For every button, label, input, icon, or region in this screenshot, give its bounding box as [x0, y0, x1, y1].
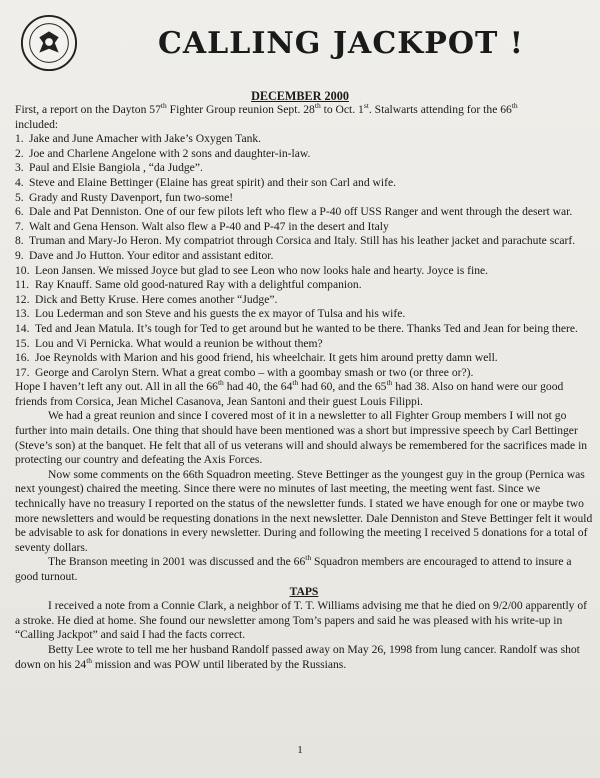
list-item: 8. Truman and Mary-Jo Heron. My compatriot through Corsica and Italy. Still has his leather jacket and parachute scarf.	[15, 234, 576, 248]
list-item: 5. Grady and Rusty Davenport, fun two-some!	[15, 190, 234, 204]
newsletter-title: CALLING JACKPOT !	[158, 26, 524, 61]
squadron-meeting-paragraph: Now some comments on the 66th Squadron meeting. Steve Bettinger as the youngest guy in the group (Pernica was next youngest) chaired the meeting. Since there were no minutes of last meeting, the meeting went fast. Since we technically have no treasury I reported on the status of the newsletter funds. I stated we have enough for one or maybe two more newsletters and would be requesting donations in the next newsletter. Dale Denniston and Steve Bettinger felt it would be advisable to ask for donations in every newsletter. During and following the meeting I received 5 donations for a total of seventy dollars.	[15, 467, 593, 554]
list-item: 9. Dave and Jo Hutton. Your editor and assistant editor.	[15, 248, 274, 262]
list-item: 2. Joe and Charlene Angelone with 2 sons and daughter-in-law.	[15, 146, 311, 160]
taps-paragraph-2: Betty Lee wrote to tell me her husband Randolf passed away on May 26, 1998 from lung cancer. Randolf was shot down on his 24th mission and was POW until liberated by the Russians.	[15, 642, 580, 671]
list-item: 12. Dick and Betty Kruse. Here comes another “Judge”.	[15, 292, 278, 306]
intro-paragraph: First, a report on the Dayton 57th Fighter Group reunion Sept. 28th to Oct. 1st. Stalwarts attending for the 66th	[15, 101, 518, 116]
intro-paragraph-end: included:	[15, 117, 59, 131]
taps-heading: TAPS	[289, 584, 319, 598]
list-item: 10. Leon Jansen. We missed Joyce but glad to see Leon who now looks hale and hearty. Joyce is fine.	[15, 263, 489, 277]
list-item: 15. Lou and Vi Pernicka. What would a reunion be without them?	[15, 336, 323, 350]
page-number: 1	[297, 744, 303, 756]
reunion-paragraph: We had a great reunion and since I covered most of it in a newsletter to all Fighter Group members I will not go further into main details. One thing that should have been mentioned was a short but impressive speech by Carl Bettinger (Steve’s son) at the banquet. He felt that all of us veterans will and should always be remembered for the sacrifices made in protecting our country and defeating the Axis Forces.	[15, 409, 588, 467]
issue-date: DECEMBER 2000	[251, 89, 349, 103]
attendee-list	[15, 132, 593, 380]
list-item: 16. Joe Reynolds with Marion and his good friend, his wheelchair. It gets him around pretty damn well.	[15, 351, 498, 365]
list-item: 11. Ray Knauff. Same old good-natured Ray with a delightful companion.	[15, 278, 362, 292]
squadron-logo-icon	[20, 14, 78, 72]
branson-paragraph: The Branson meeting in 2001 was discussed and the 66th Squadron members are encouraged to attend to insure a good turnout.	[15, 553, 572, 583]
list-item: 6. Dale and Pat Denniston. One of our few pilots left who flew a P-40 off USS Ranger and went through the desert war.	[15, 205, 573, 219]
newsletter-body	[15, 103, 593, 672]
tally-paragraph: Hope I haven’t left any out. All in all the 66th had 40, the 64th had 60, and the 65th had 38. Also on hand were our good friends from Corsica, Jean Michel Casanova, Jean Santoni and their guest Louis Filippi.	[15, 378, 564, 408]
taps-paragraph-1: I received a note from a Connie Clark, a neighbor of T. T. Williams advising me that he died on 9/2/00 apparently of a stroke. He died at home. She found our newsletter among Tom’s papers and said he was pleased with his write-up in “Calling Jackpot” and said I had the facts correct.	[15, 599, 588, 642]
list-item: 3. Paul and Elsie Bangiola , “da Judge”.	[15, 161, 203, 175]
list-item: 17. George and Carolyn Stern. What a great combo – with a goombay smash or two (or three or?).	[15, 365, 474, 379]
list-item: 4. Steve and Elaine Bettinger (Elaine has great spirit) and their son Carl and wife.	[15, 175, 397, 189]
list-item: 14. Ted and Jean Matula. It’s tough for Ted to get around but he wanted to be there. Thanks Ted and Jean for being there.	[15, 321, 578, 335]
list-item: 13. Lou Lederman and son Steve and his guests the ex mayor of Tulsa and his wife.	[15, 307, 406, 321]
list-item: 7. Walt and Gena Henson. Walt also flew a P-40 and P-47 in the desert and Italy	[15, 219, 389, 233]
list-item: 1. Jake and June Amacher with Jake’s Oxygen Tank.	[15, 132, 262, 146]
